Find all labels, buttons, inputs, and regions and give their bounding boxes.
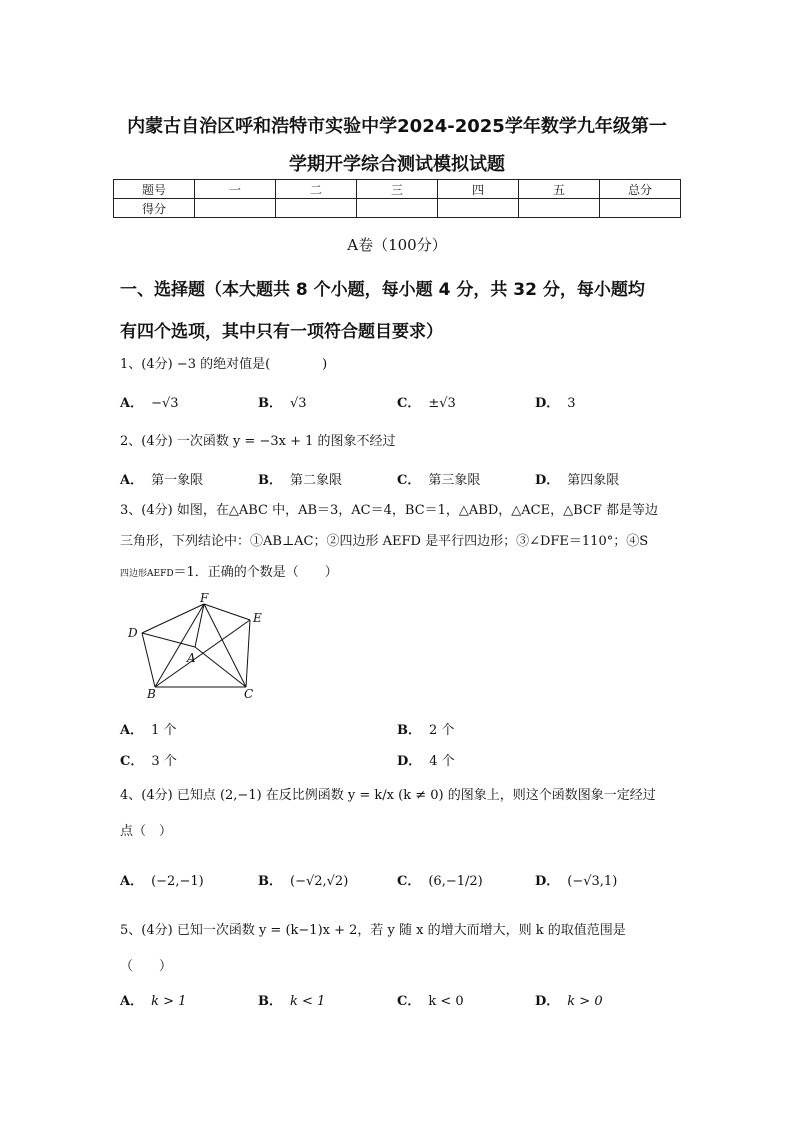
label-f: F — [200, 592, 209, 605]
option-text: k > 0 — [567, 994, 603, 1009]
question-4-option-c[interactable] — [397, 870, 483, 889]
segment-da — [142, 633, 195, 647]
question-1-stem: 1、(4分) −3 的绝对值是( ) — [120, 357, 328, 372]
option-text: √3 — [290, 396, 307, 411]
option-text: (−√2,√2) — [290, 874, 349, 889]
question-3-option-a[interactable] — [120, 719, 177, 738]
option-text: (−√3,1) — [567, 874, 618, 889]
question-3-option-b[interactable] — [397, 719, 454, 738]
question-4-option-a[interactable] — [120, 870, 204, 889]
option-letter: C． — [397, 396, 421, 411]
question-5-stem-line-2: （ ） — [120, 959, 173, 974]
segment-bd — [142, 633, 155, 687]
question-3-stem-line-3 — [120, 563, 680, 584]
label-e: E — [253, 611, 262, 625]
score-input-cell[interactable] — [195, 199, 276, 218]
score-input-cell[interactable] — [276, 199, 357, 218]
option-letter: A． — [120, 473, 144, 488]
question-1-option-c[interactable] — [397, 392, 456, 411]
stem-text: ＝1．正确的个数是（ ） — [173, 565, 338, 580]
score-table-header-row — [114, 180, 681, 199]
score-input-cell[interactable] — [357, 199, 438, 218]
option-letter: C． — [397, 473, 421, 488]
title-line-2: 学期开学综合测试模拟试题 — [289, 154, 505, 175]
segment-ac — [195, 647, 246, 687]
option-text: (6,−1/2) — [428, 874, 483, 889]
question-2-stem: 2、(4分) 一次函数 y = −3x + 1 的图象不经过 — [120, 434, 396, 449]
question-2-option-b[interactable] — [258, 469, 342, 488]
question-4-option-d[interactable] — [535, 870, 617, 889]
area-subscript: 四边形AEFD — [120, 569, 174, 579]
question-1-option-a[interactable] — [120, 392, 179, 411]
score-cell: 一 — [195, 180, 276, 199]
option-letter: C． — [397, 874, 421, 889]
option-text: (−2,−1) — [151, 874, 204, 889]
option-text: 1 个 — [151, 723, 177, 738]
score-cell: 总分 — [600, 180, 681, 199]
option-letter: A． — [120, 874, 144, 889]
question-4-stem-line-2: 点（ ） — [120, 824, 173, 839]
option-letter: D． — [535, 473, 560, 488]
question-3-option-d[interactable] — [397, 750, 455, 769]
score-table — [113, 179, 681, 218]
option-text: 第一象限 — [151, 473, 204, 488]
score-cell: 五 — [519, 180, 600, 199]
question-5-option-c[interactable] — [397, 990, 464, 1009]
part1-heading-line-2: 有四个选项，其中只有一项符合题目要求） — [120, 322, 443, 342]
question-2-option-a[interactable] — [120, 469, 203, 488]
score-input-cell[interactable] — [600, 199, 681, 218]
question-5-option-a[interactable] — [120, 990, 186, 1009]
option-text: ±√3 — [428, 396, 456, 411]
score-cell: 题号 — [114, 180, 195, 199]
question-5-option-d[interactable] — [535, 990, 603, 1009]
option-letter: D． — [535, 994, 560, 1009]
score-cell: 二 — [276, 180, 357, 199]
option-text: 3 个 — [151, 754, 177, 769]
label-d: D — [128, 626, 138, 640]
question-5-option-b[interactable] — [258, 990, 325, 1009]
option-letter: D． — [535, 874, 560, 889]
question-3-option-c[interactable] — [120, 750, 177, 769]
option-text: 第四象限 — [567, 473, 620, 488]
score-table-score-row — [114, 199, 681, 218]
option-letter: B． — [258, 396, 282, 411]
score-cell: 三 — [357, 180, 438, 199]
question-2-option-c[interactable] — [397, 469, 480, 488]
option-letter: D． — [397, 754, 422, 769]
label-c: C — [244, 687, 254, 701]
question-1-option-d[interactable] — [535, 392, 576, 411]
option-text: 第二象限 — [290, 473, 343, 488]
option-text: k > 1 — [151, 994, 187, 1009]
option-letter: A． — [120, 994, 144, 1009]
option-letter: B． — [397, 723, 421, 738]
option-letter: B． — [258, 994, 282, 1009]
score-input-cell[interactable] — [519, 199, 600, 218]
option-text: 4 个 — [429, 754, 455, 769]
option-letter: A． — [120, 396, 144, 411]
section-a-title: A卷（100分） — [347, 236, 447, 254]
option-text: k < 1 — [290, 994, 326, 1009]
segment-ec — [246, 620, 250, 687]
question-1-option-b[interactable] — [258, 392, 307, 411]
title-line-1: 内蒙古自治区呼和浩特市实验中学2024-2025学年数学九年级第一 — [127, 116, 667, 137]
score-cell: 四 — [438, 180, 519, 199]
segment-af — [195, 604, 204, 647]
segment-df — [142, 604, 204, 633]
question-3-figure — [120, 592, 270, 702]
option-text: 第三象限 — [428, 473, 481, 488]
option-letter: A． — [120, 723, 144, 738]
option-text: k < 0 — [428, 994, 464, 1009]
part1-heading-line-1: 一、选择题（本大题共 8 个小题，每小题 4 分，共 32 分，每小题均 — [120, 280, 645, 300]
option-letter: C． — [397, 994, 421, 1009]
label-b: B — [147, 687, 156, 701]
label-a: A — [187, 651, 196, 665]
score-cell: 得分 — [114, 199, 195, 218]
segment-fb — [155, 604, 204, 687]
option-text: −√3 — [151, 396, 179, 411]
question-3-stem-line-1: 3、(4分) 如图，在△ABC 中，AB＝3，AC＝4，BC＝1，△ABD，△ACE，△BCF 都是等边 — [120, 503, 658, 518]
question-4-stem-line-1: 4、(4分) 已知点 (2,−1) 在反比例函数 y = k/x (k ≠ 0) 的图象上，则这个函数图象一定经过 — [120, 788, 656, 803]
option-text: 2 个 — [429, 723, 455, 738]
question-2-option-d[interactable] — [535, 469, 619, 488]
option-letter: D． — [535, 396, 560, 411]
option-letter: B． — [258, 473, 282, 488]
question-3-stem-line-2: 三角形，下列结论中：①AB⊥AC；②四边形 AEFD 是平行四边形；③∠DFE＝110°；④S — [120, 534, 649, 549]
question-4-option-b[interactable] — [258, 870, 348, 889]
question-5-stem-line-1: 5、(4分) 已知一次函数 y = (k−1)x + 2，若 y 随 x 的增大而增大，则 k 的取值范围是 — [120, 923, 626, 938]
score-input-cell[interactable] — [438, 199, 519, 218]
option-text: 3 — [567, 396, 576, 411]
option-letter: C． — [120, 754, 144, 769]
option-letter: B． — [258, 874, 282, 889]
